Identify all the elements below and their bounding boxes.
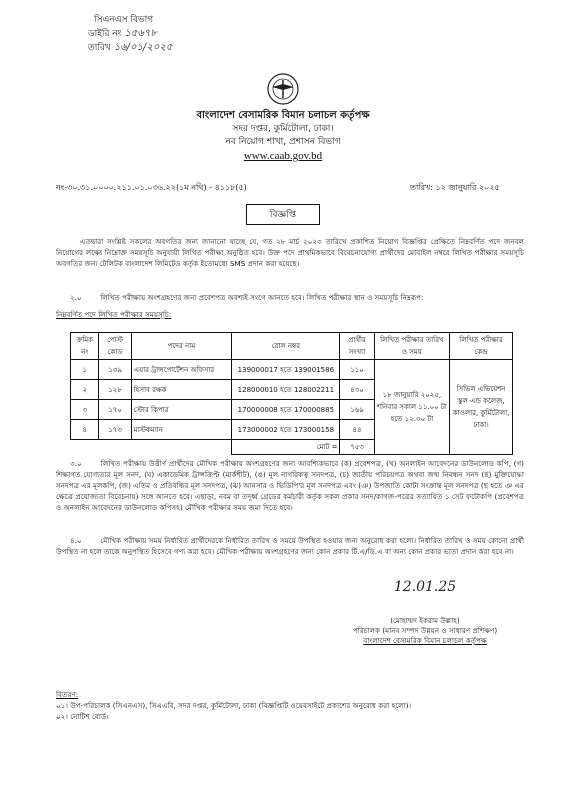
stamp-diary-value: ১৫৬৭৮: [124, 28, 157, 39]
signatory-name: (মোহাম্মদ ইকরাম উল্লাহ): [390, 616, 460, 625]
memo-date: তারিখ: ১২ জানুয়ারি ২০২৫: [410, 183, 500, 192]
org-name: বাংলাদেশ বেসামরিক বিমান চলাচল কর্তৃপক্ষ: [196, 110, 370, 121]
signature-block: [340, 579, 510, 646]
paragraph-2-number: ২.০: [70, 293, 82, 302]
list-item: ০১। উপ-পরিচালক (সিএনএস), সিএএবি, সদর দপ্তর, কুর্মিটোলা, ঢাকা (বিজ্ঞপ্তিটি ওয়েবসাইটে প্রকাশের অনুরোধ করা হলো)।: [56, 701, 412, 710]
col-count: প্রার্থীর সংখ্যা: [340, 333, 374, 360]
table-header-row: [71, 333, 513, 360]
cell-serial: ১: [71, 360, 99, 380]
cell-roll: 173000002 হতে 173000158: [232, 420, 340, 440]
cell-post: স্টোর কিপার: [131, 400, 232, 420]
cell-roll: 170000008 হতে 170000885: [232, 400, 340, 420]
distribution-label: বিতরণ:: [56, 690, 79, 699]
paragraph-4: [56, 535, 524, 557]
cell-serial: ৩: [71, 400, 99, 420]
receipt-stamp: [88, 14, 223, 55]
cell-post: হিসাব রক্ষক: [131, 380, 232, 400]
stamp-line1: সিএনএস বিভাগ: [94, 15, 154, 25]
cell-roll: 128000010 হতে 128002211: [232, 380, 340, 400]
table-heading: নিম্নবর্ণিত পদে লিখিত পরীক্ষার সময়সূচি:: [56, 310, 172, 319]
org-address: সদর দপ্তর, কুর্মিটোলা, ঢাকা।: [232, 124, 334, 134]
col-center: লিখিত পরীক্ষার কেন্দ্র: [450, 333, 513, 360]
signatory-org: বাংলাদেশ বেসামরিক বিমান চলাচল কর্তৃপক্ষ: [363, 636, 487, 645]
col-post-name: পদের নাম: [131, 333, 232, 360]
cell-center: সিভিল এভিয়েশন স্কুল এন্ড কলেজ, কাওলার, কুর্মিটোলা, ঢাকা।: [450, 360, 513, 455]
table-row: [71, 360, 513, 380]
exam-schedule-table: [70, 332, 513, 455]
cell-count: ৪৪: [340, 420, 374, 440]
paragraph-3-number: ৩.০: [70, 459, 82, 468]
cell-date-time: ১৮ জানুয়ারি ২০২৫, শনিবার সকাল ১১.০০ টা হতে ১২.৩০ টা: [374, 360, 450, 455]
website-link[interactable]: www.caab.gov.bd: [243, 150, 323, 162]
cell-roll: 139000017 হতে 139001586: [232, 360, 340, 380]
paragraph-3: [56, 458, 524, 513]
paragraph-2: [56, 292, 524, 303]
cell-count: ৪৩০: [340, 380, 374, 400]
memo-number: নং-৩০.৩১.০০০০.২১১.০১.০৩৬.২২(১ম নথি) - ৪১১৮(৫): [56, 183, 247, 192]
cell-post: মাস্টকম্যান: [131, 420, 232, 440]
stamp-diary-label: ডাইরি নং: [88, 29, 122, 39]
paragraph-4-text: মৌখিক পরীক্ষায় সময় নির্ধারিত প্রার্থীদেরকে নির্ধারিত তারিখ ও সময়ে উপস্থিত হওয়ার জন্য অনুরোধ করা হলো। নির্ধারিত তারিখ ও সময় কোনো প্রার্থী উপস্থিত না হলে তাকে অনুপস্থিত হিসেবে গণ্য করা হবে। মৌখিক পরীক্ষায় অংশগ্রহণের জন্য কোন প্রকার টি.এ/ডি.এ বা অন্য কোন প্রকার ভাতা প্রদান করা হবে না।: [56, 536, 524, 556]
stamp-date-value: ১৬/০১/২০২৫: [113, 42, 173, 53]
cell-post: এয়ার ট্রান্সপোর্টেশন অফিসার: [131, 360, 232, 380]
org-section: নব নিয়োগ শাখা, প্রশাসন বিভাগ: [225, 137, 341, 147]
cell-count: ১১০: [340, 360, 374, 380]
cell-serial: ৪: [71, 420, 99, 440]
col-roll: রোল নম্বর: [232, 333, 340, 360]
cell-code: ১২৮: [99, 380, 131, 400]
paragraph-1: [56, 236, 524, 269]
cell-code: ১৭৩: [99, 420, 131, 440]
notice-title: বিজ্ঞপ্তি: [246, 204, 320, 225]
signatory-designation: পরিচালক (মানব সম্পদ উন্নয়ন ও সাধারণ প্রশিক্ষণ): [352, 626, 498, 635]
cell-count: ১৬৯: [340, 400, 374, 420]
caab-logo: [266, 72, 300, 106]
distribution-list: [56, 689, 526, 722]
paragraph-3-text: লিখিত পরীক্ষায় উত্তীর্ণ প্রার্থীদের মৌখিক পরীক্ষায় অংশগ্রহণের জন্য আবশ্যিকভাবে (ক) প্রবেশপত্র, (খ) অনলাইন আবেদনের ডাউনলোড কপি, (গ) শিক্ষাগত যোগ্যতার মূল সনদ, (ঘ) একাডেমিক ট্রান্সক্রিপ্ট (মার্কশীট), (ঙ) মূল নাগরিকত্ব সনদপত্র, (চ) জাতীয় পরিচয়পত্র অথবা জন্ম নিবন্ধন সনদ (ছ) মুক্তিযোদ্ধা সনদপত্র এর মূলকপি, (জ) এতিম ও প্রতিবন্ধির মূল সনদপত্র, (ঝ) আনসার ও ভিডিপি'র মূল সনদপত্র এবং (ঞ) উপজাতি কোটা সংক্রান্ত মূল সনদপত্র (ছ হতে ঞ এর ক্ষেত্রে প্রযোজ্যতা বিবেচনায়) সঙ্গে আনতে হবে। এছাড়া, নবম বা তদূর্ধ্ব গ্রেডের কর্মচারী কর্তৃক সকল প্রকার সনদ/কাগজ-পত্রের সত্যায়িত ১ সেট ফটোকপি (প্রবেশপত্র ও অনলাইন আবেদনের ডাউনলোড কপিসহ) মৌখিক পরীক্ষার সময় জমা দিতে হবে।: [56, 459, 524, 512]
col-post-code: পোস্ট কোড: [99, 333, 131, 360]
cell-code: ১৩৯: [99, 360, 131, 380]
signature-mark: 12.01.25: [393, 579, 457, 595]
total-value: ৭৫৩: [340, 440, 374, 455]
total-label: মোট =: [232, 440, 340, 455]
cell-code: ১৭০: [99, 400, 131, 420]
cell-serial: ২: [71, 380, 99, 400]
paragraph-4-number: ৪.০: [70, 536, 82, 545]
paragraph-1-text: এতদ্বারা সংশ্লিষ্ট সকলের অবগতির জন্য জানানো যাচ্ছে যে, গত ২৮ মার্চ ২০২৩ তারিখে প্রকাশিত নিয়োগ বিজ্ঞপ্তির প্রেক্ষিতে নিম্নবর্ণিত পদে জনবল নিয়োগের লক্ষ্যে নিম্নোক্ত সময়সূচি অনুযায়ী লিখিত পরীক্ষা অনুষ্ঠিত হবে। উক্ত পদে প্রাথমিকভাবে বিবেচনাযোগ্য প্রার্থীদের মোবাইল নম্বরে লিখিত পরীক্ষার সময়সূচি অবগতির জন্য টেলিটক বাংলাদেশ লিমিটেড কর্তৃক ইতোমধ্যে SMS প্রদান করা হয়েছে।: [56, 237, 524, 268]
paragraph-2-text: লিখিত পরীক্ষায় অংশগ্রহণের জন্য প্রবেশপত্র অবশ্যই সংগে আনতে হবে। লিখিত পরীক্ষার স্থান ও সময়সূচি নিম্নরূপ:: [100, 293, 424, 302]
list-item: ০২। নোটিশ বোর্ড।: [56, 712, 109, 721]
stamp-date-label: তারিখ: [88, 43, 111, 53]
col-serial: ক্রমিক নং: [71, 333, 99, 360]
col-date-time: লিখিত পরীক্ষার তারিখ ও সময়: [374, 333, 450, 360]
